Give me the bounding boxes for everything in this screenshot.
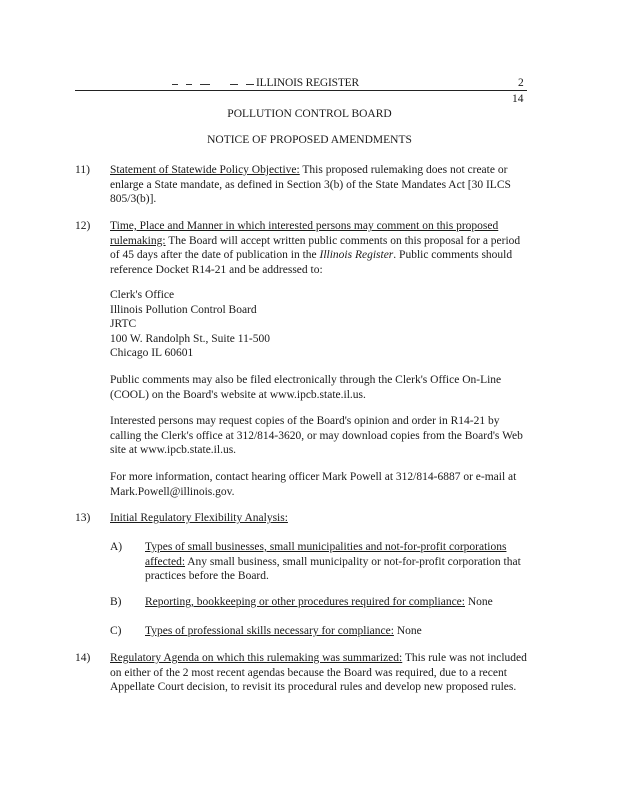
header-dash (186, 84, 192, 85)
item-11-text (110, 163, 530, 207)
board-title: POLLUTION CONTROL BOARD (227, 108, 392, 120)
item-11-heading: Statement of Statewide Policy Objective: (110, 164, 300, 176)
address-line: Chicago IL 60601 (110, 347, 194, 359)
address-line: 100 W. Randolph St., Suite 11-500 (110, 332, 270, 345)
item-12-para-contact: For more information, contact hearing officer Mark Powell at 312/814-6887 or e-mail at Mark.Powell@illinois.gov. (110, 471, 517, 498)
address-line: JRTC (110, 318, 137, 330)
header-dash (200, 84, 210, 85)
item-14-heading: Regulatory Agenda on which this rulemaking was summarized: (110, 652, 403, 664)
address-line: Illinois Pollution Control Board (110, 303, 257, 316)
item-13c-body: None (393, 625, 422, 637)
item-13c-text (145, 624, 530, 639)
item-13a-text (145, 540, 530, 584)
item-14-number: 14) (75, 652, 91, 664)
header-dash (246, 84, 254, 85)
item-12-para-cool: Public comments may also be filed electronically through the Clerk's Office On-Line (COOL) on the Board's website at www.ipcb.state.il.us. (110, 374, 502, 401)
item-11-number: 11) (75, 164, 90, 176)
item-12-body-a: The Board will accept written public comments on this proposal for a period of 45 days after the date of publication in the (110, 234, 521, 261)
item-12-para-copies: Interested persons may request copies of the Board's opinion and order in R14-21 by calling the Clerk's office at 312/814-3620, or may download copies from the Board's Web site at www.ipcb.state.il.us. (110, 415, 523, 456)
address-line: Clerk's Office (110, 289, 175, 301)
item-13-heading: Initial Regulatory Flexibility Analysis: (110, 512, 288, 524)
item-12-text (110, 219, 530, 277)
clerk-address (110, 288, 530, 361)
item-13c-label: C) (110, 625, 122, 637)
item-12-number: 12) (75, 220, 91, 232)
item-12-heading: Time, Place and Manner in which interested persons may comment on this proposed rulemaking: (110, 220, 499, 247)
item-13b-text (145, 595, 530, 610)
item-13a-label: A) (110, 541, 123, 553)
item-13b-label: B) (110, 596, 122, 608)
item-13b-heading: Reporting, bookkeeping or other procedures required for compliance: (145, 596, 465, 608)
header-rule (75, 90, 527, 91)
item-12-body-b: . Public comments should reference Docket R14-21 and be addressed to: (110, 249, 513, 276)
item-14-text (110, 651, 530, 695)
item-13-number: 13) (75, 512, 91, 524)
item-13a-body: Any small business, small municipality or not-for-profit corporation that practices before the Board. (145, 555, 521, 582)
item-13a-heading: Types of small businesses, small municipalities and not-for-profit corporations affected: (145, 541, 507, 568)
page-number: 2 (518, 77, 524, 89)
item-14-body: This rule was not included on either of the 2 most recent agendas because the Board was required, due to a recent Appellate Court decision, to revisit its procedural rules and develop new proposed rules. (110, 652, 527, 693)
item-12-body-italic: Illinois Register (319, 249, 394, 261)
item-13b-body: None (464, 596, 493, 608)
page-number-sub: 14 (512, 93, 524, 105)
header-dash (230, 84, 238, 85)
header-dash (172, 84, 178, 85)
item-13c-heading: Types of professional skills necessary for compliance: (145, 625, 394, 637)
register-title: ILLINOIS REGISTER (256, 77, 359, 89)
notice-title: NOTICE OF PROPOSED AMENDMENTS (207, 134, 412, 146)
item-11-body: This proposed rulemaking does not create or enlarge a State mandate, as defined in Section 3(b) of the State Mandates Act [30 ILCS 805/3(b)]. (110, 164, 511, 205)
